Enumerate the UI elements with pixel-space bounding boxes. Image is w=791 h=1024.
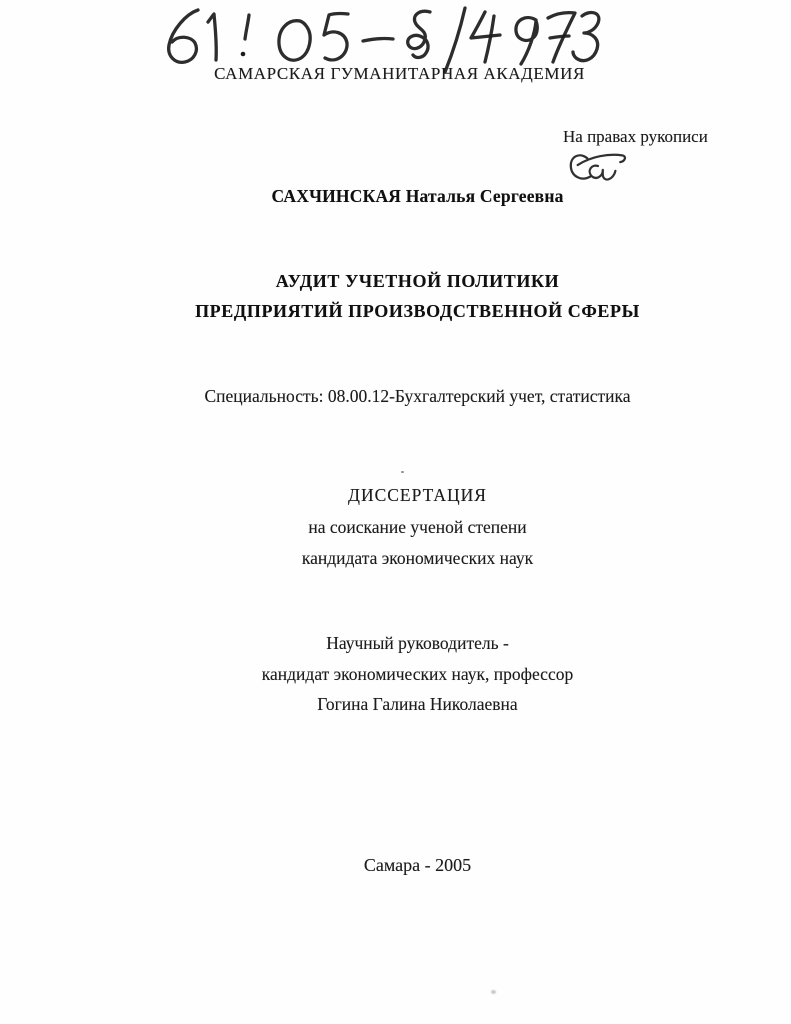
- specialty-line: Специальность: 08.00.12-Бухгалтерский учет, статистика: [204, 386, 631, 406]
- city-year-line: Самара - 2005: [363, 855, 472, 875]
- dissertation-heading: ДИССЕРТАЦИЯ: [348, 485, 487, 505]
- scan-artifact-dot: [401, 471, 404, 473]
- supervisor-name-line: Гогина Галина Николаевна: [317, 694, 518, 714]
- dissertation-title-line-2: ПРЕДПРИЯТИЙ ПРОИЗВОДСТВЕННОЙ СФЕРЫ: [195, 301, 640, 321]
- dissertation-title-line-1: АУДИТ УЧЕТНОЙ ПОЛИТИКИ: [275, 271, 560, 291]
- manuscript-rights-note: На правах рукописи: [563, 127, 708, 146]
- institution-name: САМАРСКАЯ ГУМАНИТАРНАЯ АКАДЕМИЯ: [214, 64, 585, 83]
- signature-handwriting: [566, 146, 628, 186]
- author-name: САХЧИНСКАЯ Наталья Сергеевна: [271, 186, 564, 206]
- supervisor-degree-line: кандидат экономических наук, профессор: [261, 664, 574, 684]
- scan-artifact-speck: [491, 990, 496, 994]
- degree-name-line: кандидата экономических наук: [301, 548, 534, 568]
- supervisor-label-line: Научный руководитель -: [326, 633, 509, 653]
- degree-pursuit-line: на соискание ученой степени: [308, 517, 527, 537]
